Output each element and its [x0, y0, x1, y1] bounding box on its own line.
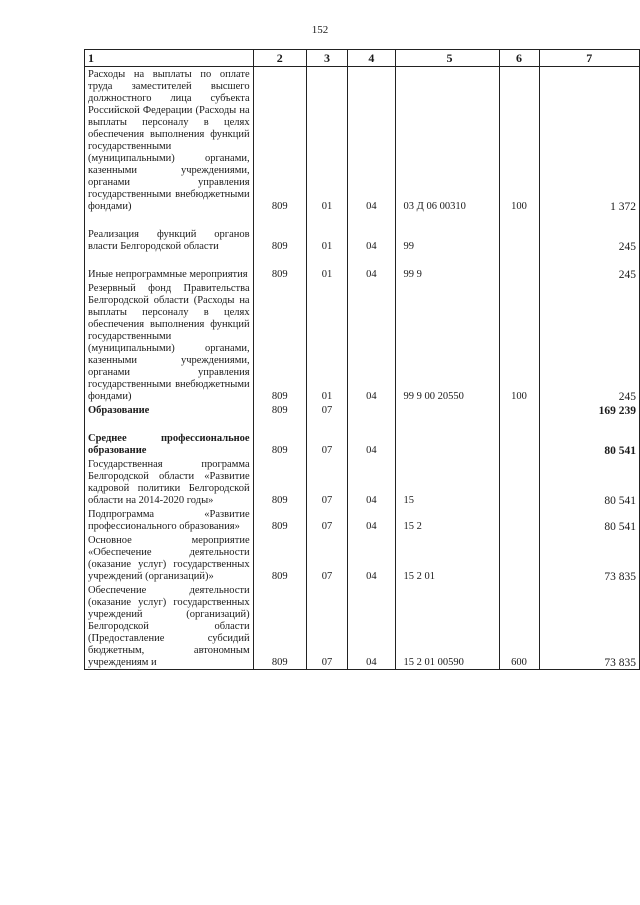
row-sum: 245	[539, 227, 639, 253]
page-number: 152	[311, 24, 329, 36]
row-sum: 1 372	[539, 67, 639, 214]
row-sum: 80 541	[539, 457, 639, 507]
row-sum: 73 835	[539, 583, 639, 670]
row-sum: 245	[539, 267, 639, 281]
row-rz: 07	[306, 457, 348, 507]
row-csr	[395, 403, 499, 417]
row-ved: 809	[253, 403, 306, 417]
row-csr: 99 9	[395, 267, 499, 281]
row-name: Резервный фонд Правительства Белгородской области (Расходы на выплаты персоналу в целях обеспечения выполнения функций государственными (муниципальными) органами, казенными учреждениями, органами управления государственными внебюджетными фондами)	[85, 281, 254, 403]
row-ved: 809	[253, 227, 306, 253]
row-rz: 07	[306, 583, 348, 670]
row-csr: 15	[395, 457, 499, 507]
row-vr	[499, 533, 539, 583]
column-header-5: 5	[395, 50, 499, 67]
table-body	[85, 67, 640, 670]
row-sum: 80 541	[539, 431, 639, 457]
table-row	[85, 457, 640, 507]
row-vr	[499, 507, 539, 533]
row-rz: 07	[306, 431, 348, 457]
row-gap	[85, 253, 640, 267]
row-vr: 100	[499, 67, 539, 214]
table-row	[85, 227, 640, 253]
row-pr: 04	[348, 457, 395, 507]
row-rz: 01	[306, 67, 348, 214]
table-row	[85, 507, 640, 533]
row-pr: 04	[348, 67, 395, 214]
row-rz: 01	[306, 227, 348, 253]
row-sum: 73 835	[539, 533, 639, 583]
row-sum: 245	[539, 281, 639, 403]
row-pr: 04	[348, 507, 395, 533]
row-gap	[85, 417, 640, 431]
table-row	[85, 403, 640, 417]
budget-table	[84, 49, 640, 670]
table-row	[85, 533, 640, 583]
row-rz: 01	[306, 267, 348, 281]
row-name: Образование	[85, 403, 254, 417]
column-header-3: 3	[306, 50, 348, 67]
row-ved: 809	[253, 583, 306, 670]
row-csr: 15 2	[395, 507, 499, 533]
row-rz: 07	[306, 403, 348, 417]
row-pr: 04	[348, 227, 395, 253]
column-header-1: 1	[85, 50, 254, 67]
row-vr	[499, 267, 539, 281]
row-name: Иные непрограммные мероприятия	[85, 267, 254, 281]
row-ved: 809	[253, 457, 306, 507]
table-row	[85, 431, 640, 457]
row-csr	[395, 431, 499, 457]
row-csr: 99	[395, 227, 499, 253]
row-rz: 07	[306, 533, 348, 583]
row-ved: 809	[253, 431, 306, 457]
row-csr: 03 Д 06 00310	[395, 67, 499, 214]
column-header-6: 6	[499, 50, 539, 67]
table-row	[85, 583, 640, 670]
row-csr: 15 2 01	[395, 533, 499, 583]
row-pr: 04	[348, 281, 395, 403]
row-pr: 04	[348, 533, 395, 583]
row-gap	[85, 213, 640, 227]
row-vr	[499, 403, 539, 417]
column-header-2: 2	[253, 50, 306, 67]
row-pr: 04	[348, 583, 395, 670]
row-ved: 809	[253, 267, 306, 281]
row-rz: 07	[306, 507, 348, 533]
row-csr: 99 9 00 20550	[395, 281, 499, 403]
row-vr: 600	[499, 583, 539, 670]
row-ved: 809	[253, 281, 306, 403]
row-name: Расходы на выплаты по оплате труда заместителей высшего должностного лица субъекта Российской Федерации (Расходы на выплаты персоналу в целях обеспечения выполнения функций государственными (муниципальными) органами, казенными учреждениями, органами управления государственными внебюджетными фондами)	[85, 67, 254, 214]
row-rz: 01	[306, 281, 348, 403]
row-sum: 169 239	[539, 403, 639, 417]
row-ved: 809	[253, 507, 306, 533]
column-header-7: 7	[539, 50, 639, 67]
table-row	[85, 281, 640, 403]
row-pr	[348, 403, 395, 417]
row-pr: 04	[348, 267, 395, 281]
row-name: Реализация функций органов власти Белгородской области	[85, 227, 254, 253]
row-vr	[499, 457, 539, 507]
column-header-4: 4	[348, 50, 395, 67]
table-header-row	[85, 50, 640, 67]
row-ved: 809	[253, 67, 306, 214]
row-vr	[499, 227, 539, 253]
row-name: Среднее профессиональное образование	[85, 431, 254, 457]
row-pr: 04	[348, 431, 395, 457]
table-row	[85, 267, 640, 281]
table-row	[85, 67, 640, 214]
row-vr: 100	[499, 281, 539, 403]
row-ved: 809	[253, 533, 306, 583]
row-csr: 15 2 01 00590	[395, 583, 499, 670]
row-vr	[499, 431, 539, 457]
row-name: Основное мероприятие «Обеспечение деятельности (оказание услуг) государственных учреждений (организаций)»	[85, 533, 254, 583]
row-name: Подпрограмма «Развитие профессионального образования»	[85, 507, 254, 533]
row-name: Государственная программа Белгородской области «Развитие кадровой политики Белгородской области на 2014-2020 годы»	[85, 457, 254, 507]
row-name: Обеспечение деятельности (оказание услуг) государственных учреждений (организаций) Белгородской области (Предоставление субсидий бюджетным, автономным учреждениям и	[85, 583, 254, 670]
row-sum: 80 541	[539, 507, 639, 533]
